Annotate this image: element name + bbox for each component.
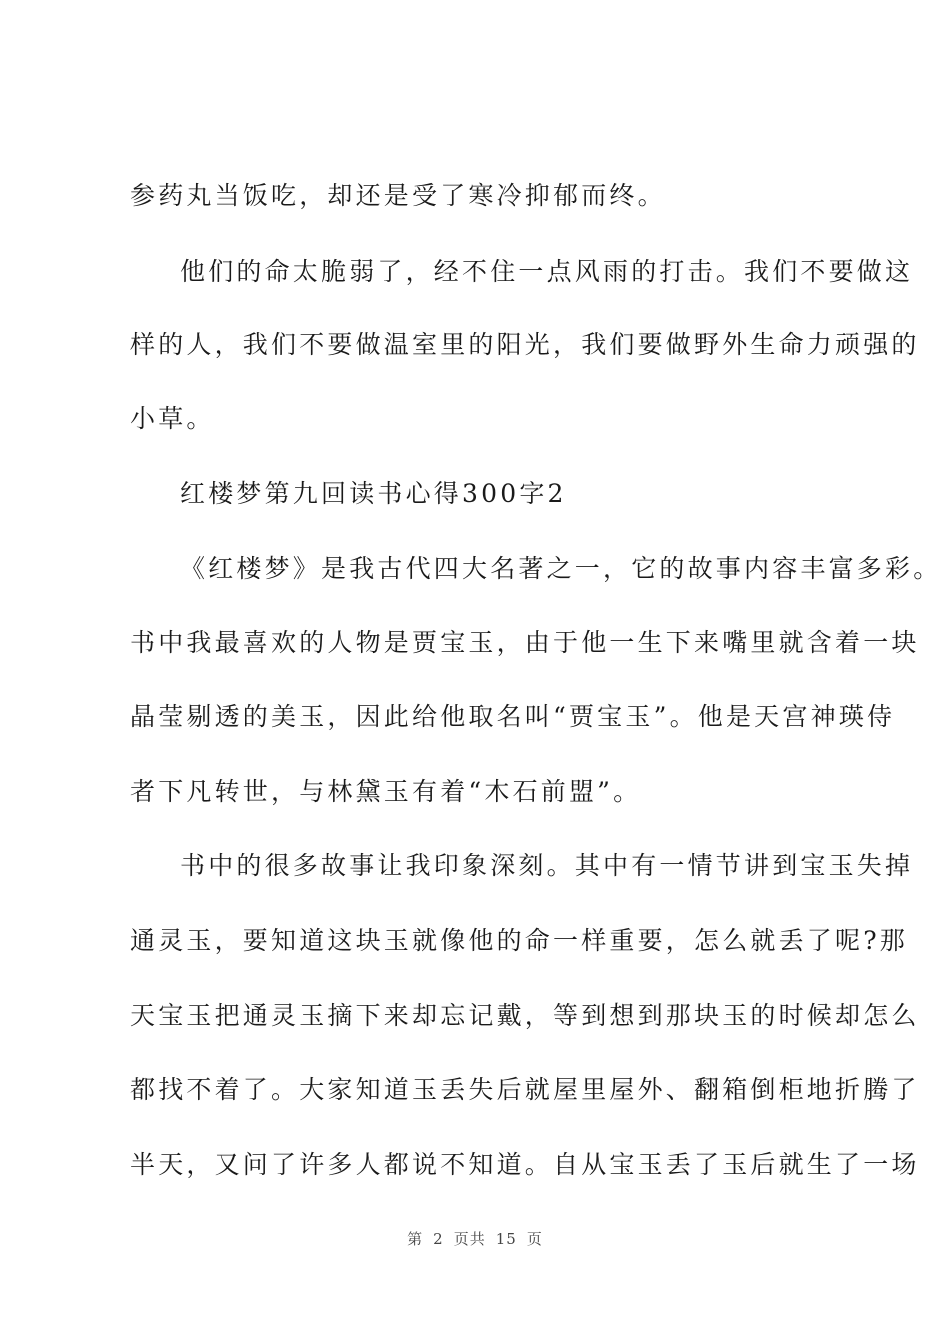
paragraph-line: 都找不着了。大家知道玉丢失后就屋里屋外、翻箱倒柜地折腾了 <box>130 1075 920 1104</box>
paragraph-line: 样的人，我们不要做温室里的阳光，我们要做野外生命力顽强的 <box>130 330 920 359</box>
paragraph-line: 书中的很多故事让我印象深刻。其中有一情节讲到宝玉失掉 <box>180 851 914 880</box>
page-number: 2 <box>433 1230 444 1248</box>
paragraph-line: 晶莹剔透的美玉，因此给他取名叫“贾宝玉”。他是天宫神瑛侍 <box>130 702 896 731</box>
page-label-middle: 页共 <box>453 1230 486 1248</box>
total-pages: 15 <box>495 1230 517 1248</box>
paragraph-line: 《红楼梦》是我古代四大名著之一，它的故事内容丰富多彩。 <box>180 554 942 583</box>
paragraph-line: 通灵玉，要知道这块玉就像他的命一样重要，怎么就丢了呢?那 <box>130 926 909 955</box>
paragraph-line: 书中我最喜欢的人物是贾宝玉，由于他一生下来嘴里就含着一块 <box>130 628 920 657</box>
paragraph-line: 小草。 <box>130 404 215 433</box>
paragraph-line: 者下凡转世，与林黛玉有着“木石前盟”。 <box>130 777 642 806</box>
section-heading: 红楼梦第九回读书心得300字2 <box>180 479 567 508</box>
page-footer <box>0 1228 950 1249</box>
paragraph-line: 半天，又问了许多人都说不知道。自从宝玉丢了玉后就生了一场 <box>130 1150 920 1179</box>
paragraph-line: 他们的命太脆弱了，经不住一点风雨的打击。我们不要做这 <box>180 257 914 286</box>
paragraph-line: 天宝玉把通灵玉摘下来却忘记戴，等到想到那块玉的时候却怎么 <box>130 1001 920 1030</box>
page-label-prefix: 第 <box>407 1230 424 1248</box>
page-label-suffix: 页 <box>526 1230 543 1248</box>
paragraph-line: 参药丸当饭吃，却还是受了寒冷抑郁而终。 <box>130 181 666 210</box>
